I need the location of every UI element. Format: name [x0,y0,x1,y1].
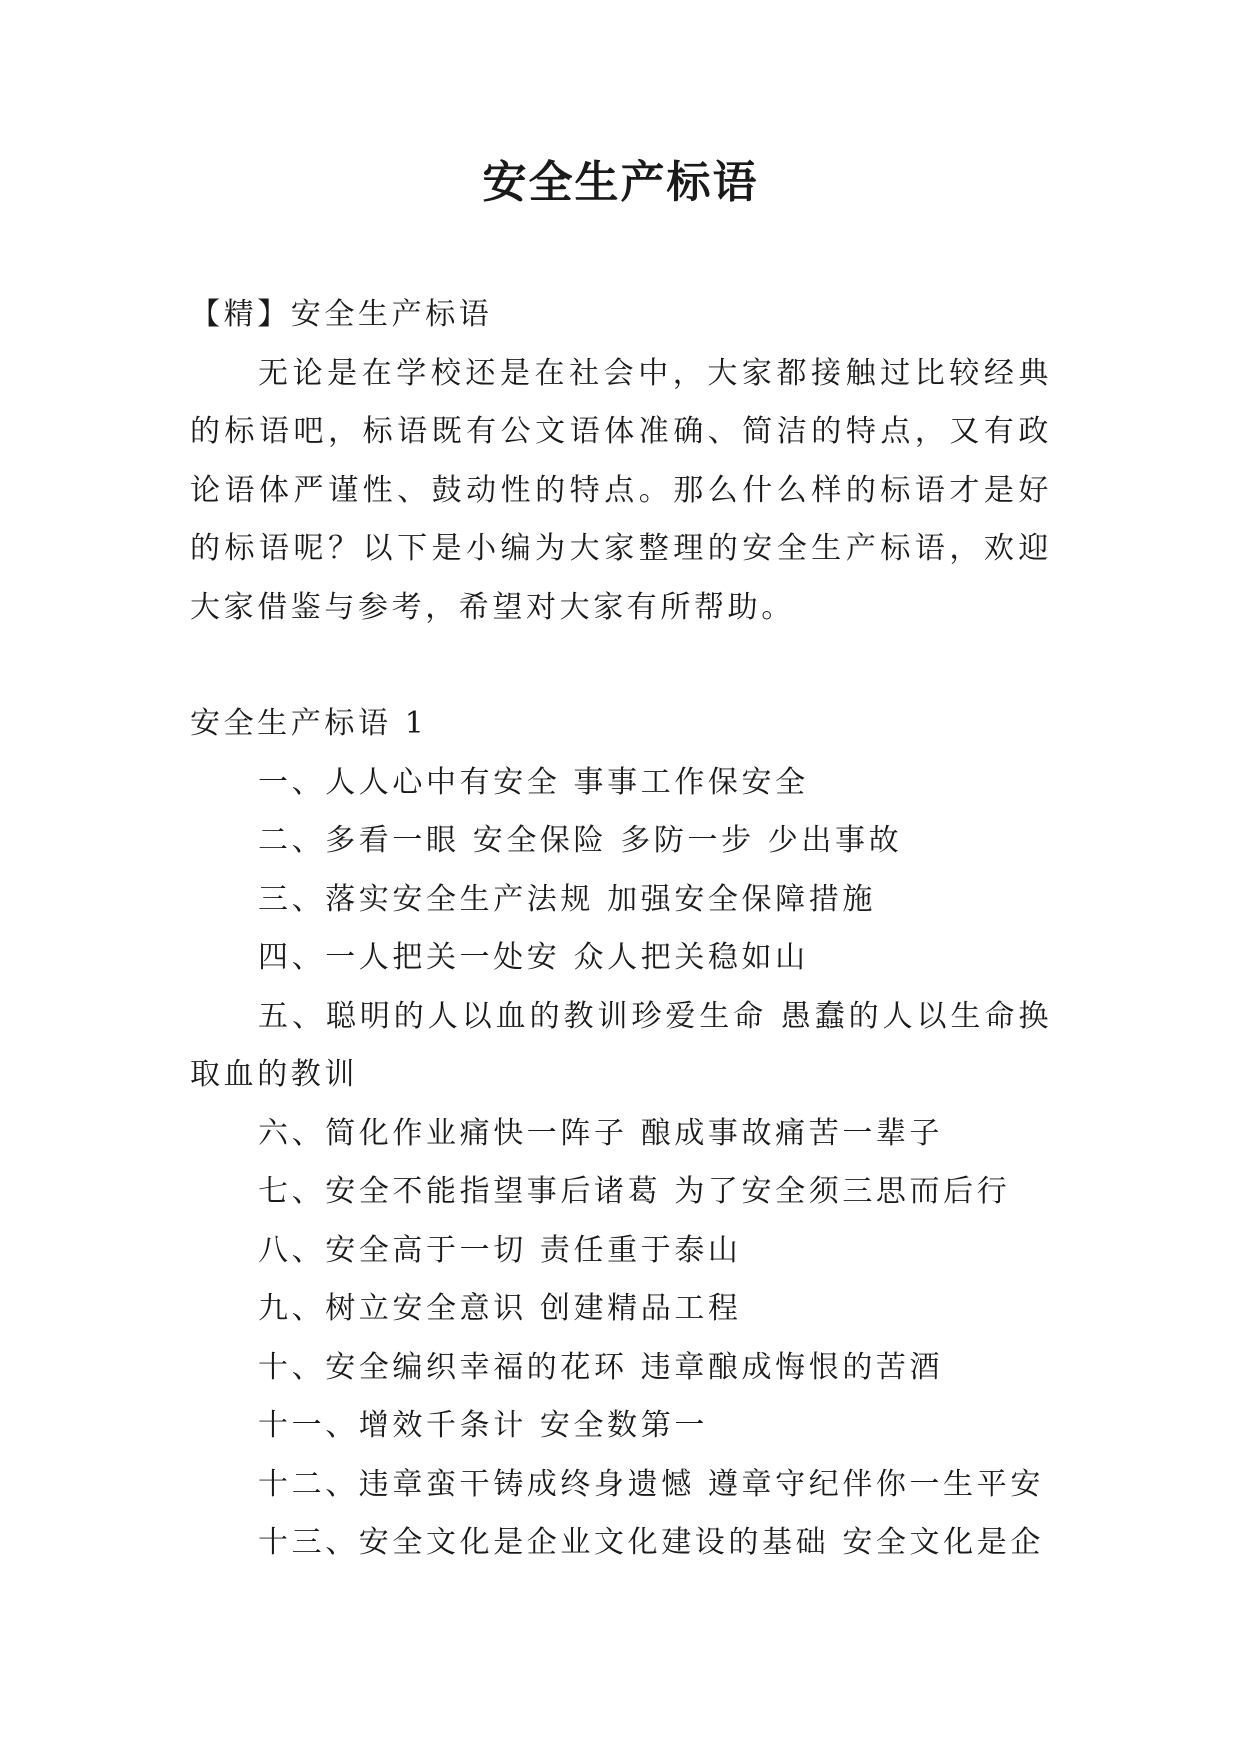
slogan-item: 一、人人心中有安全 事事工作保安全 [258,764,809,800]
document-title: 安全生产标语 [482,157,759,208]
slogan-item: 十一、增效千条计 安全数第一 [258,1408,708,1443]
intro-paragraph: 无论是在学校还是在社会中，大家都接触过比较经典的标语吧，标语既有公文语体准确、简洁的特点，又有政论语体严谨性、鼓动性的特点。那么什么样的标语才是好的标语呢？以下是小编为大家整理的安全生产标语，欢迎大家借鉴与参考，希望对大家有所帮助。 [190,355,1052,625]
slogan-item: 五、聪明的人以血的教训珍爱生命 愚蠢的人以生命换取血的教训 [190,998,1052,1092]
slogan-item: 九、树立安全意识 创建精品工程 [258,1291,742,1326]
slogan-item: 八、安全高于一切 责任重于泰山 [258,1232,742,1268]
document-body [190,286,1052,1573]
slogan-item: 六、简化作业痛快一阵子 酿成事故痛苦一辈子 [258,1115,944,1151]
slogan-item: 十、安全编织幸福的花环 违章酿成悔恨的苦酒 [258,1349,944,1385]
slogan-item: 十三、安全文化是企业文化建设的基础 安全文化是企 [258,1525,1044,1560]
document-subtitle: 【精】安全生产标语 [190,297,493,332]
slogan-item: 七、安全不能指望事后诸葛 为了安全须三思而后行 [258,1174,1011,1209]
slogan-item: 三、落实安全生产法规 加强安全保障措施 [258,881,876,917]
paragraph-spacer [190,637,1052,695]
section-heading: 安全生产标语 1 [190,706,428,741]
slogan-item: 四、一人把关一处安 众人把关稳如山 [258,940,809,975]
slogan-item: 十二、违章蛮干铸成终身遗憾 遵章守纪伴你一生平安 [258,1466,1044,1502]
slogan-item: 二、多看一眼 安全保险 多防一步 少出事故 [258,823,903,858]
